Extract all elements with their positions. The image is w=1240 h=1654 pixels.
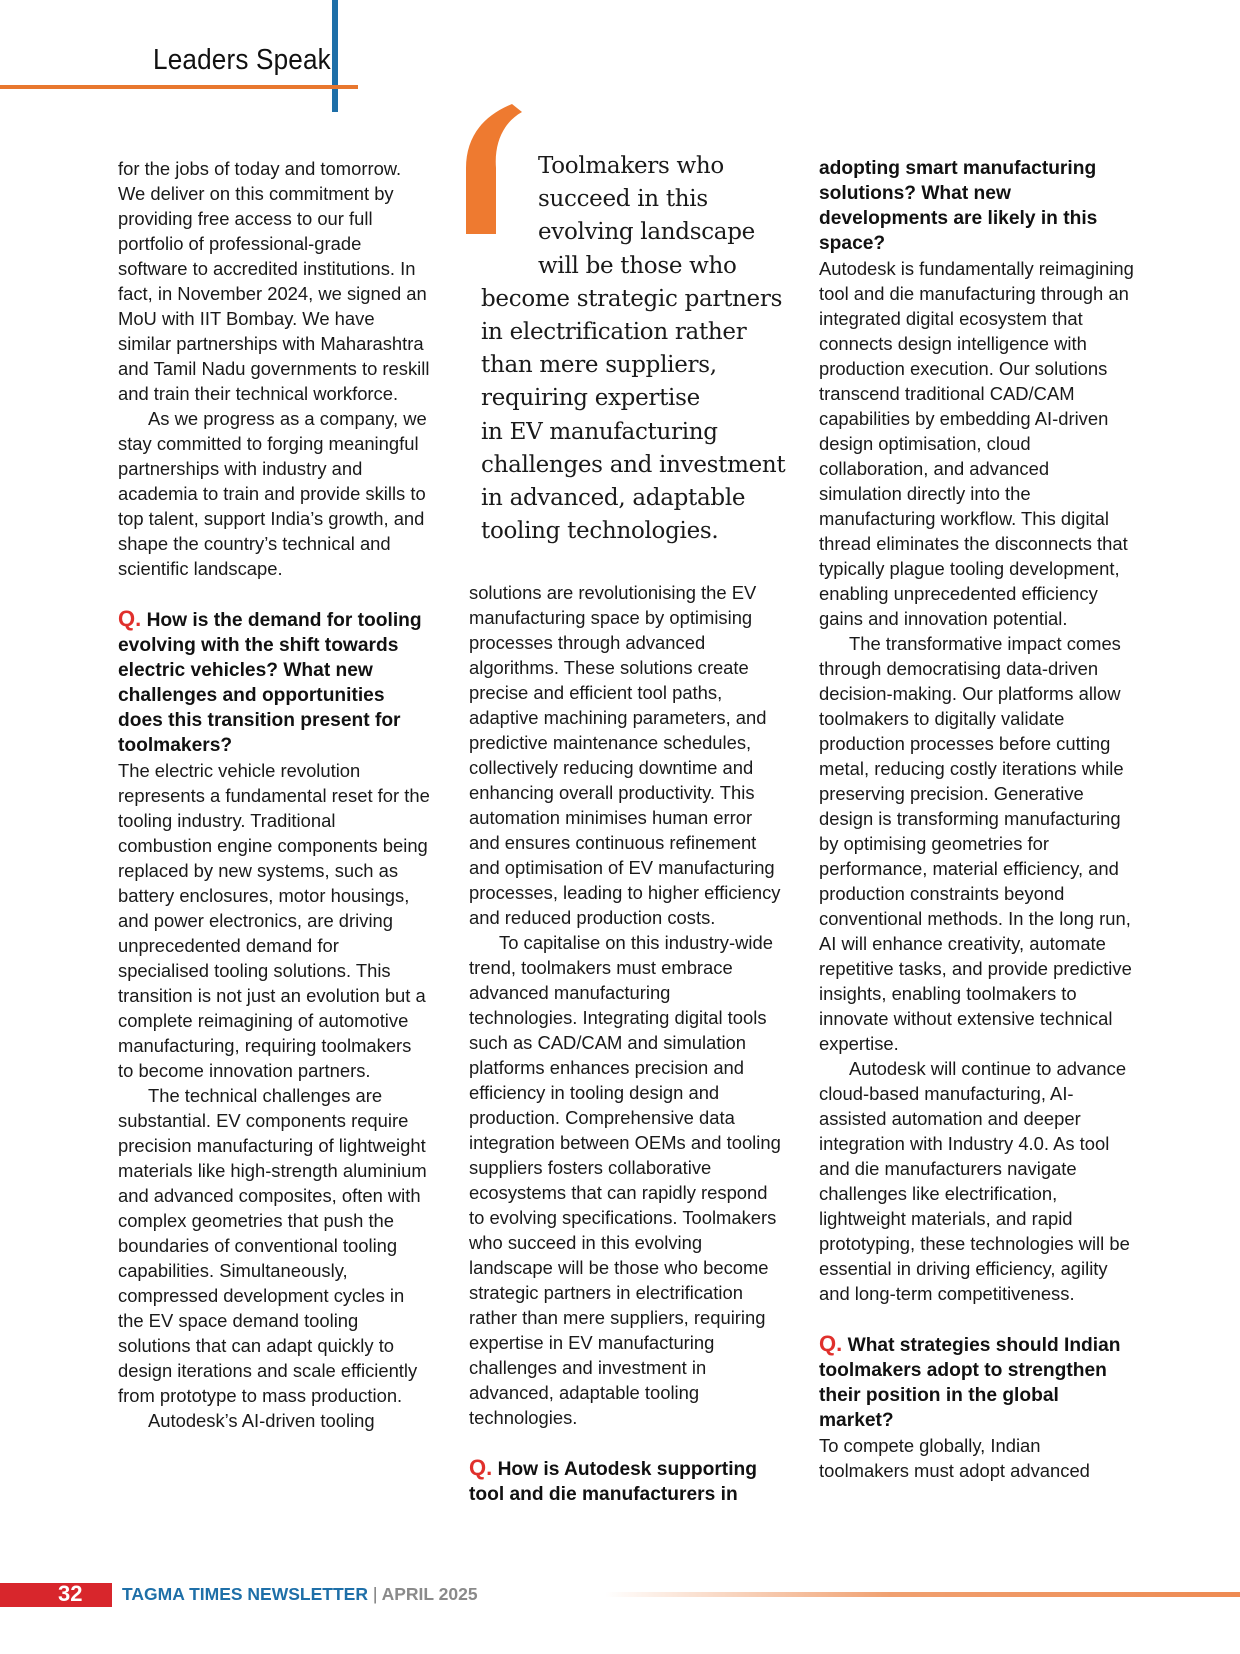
pull-quote-line: will be those who	[538, 252, 737, 279]
article-column-1	[118, 156, 430, 1433]
paragraph: Autodesk’s AI-driven tooling	[148, 1410, 375, 1431]
question-heading	[819, 1331, 1135, 1433]
paragraph: Autodesk is fundamentally reimagining tool and die manufacturing through an integrated digital ecosystem that connects design intelligence with production execution. Our solutions transcend traditional CAD/CAM capabilities by embedding AI-driven design optimisation, cloud collaboration, and advanced simulation directly into the manufacturing workflow. This digital thread eliminates the disconnects that typically plague tooling development, enabling unprecedented efficiency gains and innovation potential.	[819, 258, 1134, 629]
article-column-3	[819, 156, 1135, 1483]
paragraph: Autodesk will continue to advance cloud-based manufacturing, AI-assisted automation and deeper integration with Industry 4.0. As tool and die manufacturers navigate challenges like electrification, lightweight materials, and rapid prototyping, these technologies will be essential in driving efficiency, agility and long-term competitiveness.	[819, 1058, 1130, 1304]
paragraph: The technical challenges are substantial. EV components require precision manufacturing of lightweight materials like high-strength aluminium and advanced composites, often with complex geometries that push the boundaries of conventional tooling capabilities. Simultaneously, compressed development cycles in the EV space demand tooling solutions that can adapt quickly to design iterations and scale efficiently from prototype to mass production.	[118, 1085, 427, 1406]
pull-quote-line: evolving landscape	[538, 219, 755, 246]
question-text: How is Autodesk supporting tool and die manufacturers in	[469, 1459, 757, 1505]
question-marker: Q.	[819, 1331, 843, 1356]
footer-separator: |	[372, 1584, 378, 1604]
pull-quote-line: in electrification rather	[481, 319, 747, 346]
pull-quote-line: succeed in this	[538, 186, 708, 213]
pull-quote	[481, 150, 786, 548]
pull-quote-line: in advanced, adaptable	[481, 485, 746, 512]
question-heading	[118, 606, 430, 758]
page-number-tab	[0, 1583, 112, 1607]
pull-quote-line: become strategic partners	[481, 285, 783, 312]
section-title: Leaders Speak	[153, 44, 331, 76]
question-text: What strategies should Indian toolmakers adopt to strengthen their position in the global market?	[819, 1335, 1121, 1431]
footer-gradient-rule	[605, 1592, 1240, 1597]
question-heading	[469, 1455, 781, 1507]
header-orange-rule	[0, 85, 358, 89]
question-text: How is the demand for tooling evolving with the shift towards electric vehicles? What new challenges and opportunities does this transition present for toolmakers?	[118, 610, 422, 756]
pull-quote-line: Toolmakers who	[538, 153, 724, 179]
article-column-2	[469, 580, 781, 1507]
paragraph: for the jobs of today and tomorrow. We deliver on this commitment by providing free access to our full portfolio of professional-grade software to accredited institutions. In fact, in November 2024, we signed an MoU with IIT Bombay. We have similar partnerships with Maharashtra and Tamil Nadu governments to reskill and train their technical workforce.	[118, 158, 430, 404]
paragraph: solutions are revolutionising the EV manufacturing space by optimising processes through advanced algorithms. These solutions create precise and efficient tool paths, adaptive machining parameters, and predictive maintenance schedules, collectively reducing downtime and enhancing overall productivity. This automation minimises human error and ensures continuous refinement and optimisation of EV manufacturing processes, leading to higher efficiency and reduced production costs.	[469, 582, 781, 928]
paragraph: To compete globally, Indian toolmakers must adopt advanced	[819, 1435, 1090, 1481]
footer-publication	[122, 1584, 478, 1605]
pull-quote-line: challenges and investment	[481, 451, 786, 478]
pull-quote-line: in EV manufacturing	[481, 418, 718, 445]
paragraph: As we progress as a company, we stay committed to forging meaningful partnerships with industry and academia to train and provide skills to top talent, support India’s growth, and shape the country’s technical and scientific landscape.	[118, 408, 427, 579]
question-marker: Q.	[469, 1455, 493, 1480]
paragraph: To capitalise on this industry-wide trend, toolmakers must embrace advanced manufacturing technologies. Integrating digital tools such as CAD/CAM and simulation platforms enhances precision and efficiency in tooling design and production. Comprehensive data integration between OEMs and tooling suppliers fosters collaborative ecosystems that can rapidly respond to evolving specifications. Toolmakers who succeed in this evolving landscape will be those who become strategic partners in electrification rather than mere suppliers, requiring expertise in EV manufacturing challenges and investment in advanced, adaptable tooling technologies.	[469, 932, 781, 1428]
header-blue-rule	[332, 0, 338, 112]
pull-quote-line: requiring expertise	[481, 385, 700, 412]
page-number: 32	[58, 1581, 83, 1606]
issue-date: APRIL 2025	[381, 1584, 478, 1604]
paragraph: The transformative impact comes through democratising data-driven decision-making. Our platforms allow toolmakers to digitally validate production processes before cutting metal, reducing costly iterations while preserving precision. Generative design is transforming manufacturing by optimising geometries for performance, material efficiency, and production constraints beyond conventional methods. In the long run, AI will enhance creativity, automate repetitive tasks, and provide predictive insights, enabling toolmakers to innovate without extensive technical expertise.	[819, 633, 1132, 1054]
pull-quote-line: tooling technologies.	[481, 518, 719, 545]
paragraph: The electric vehicle revolution represents a fundamental reset for the tooling industry. Traditional combustion engine components being replaced by new systems, such as battery enclosures, motor housings, and power electronics, are driving unprecedented demand for specialised tooling solutions. This transition is not just an evolution but a complete reimagining of automotive manufacturing, requiring toolmakers to become innovation partners.	[118, 760, 430, 1081]
question-heading-continued: adopting smart manufacturing solutions? What new developments are likely in this space?	[819, 158, 1098, 254]
question-marker: Q.	[118, 606, 142, 631]
publication-name: TAGMA TIMES NEWSLETTER	[122, 1584, 368, 1604]
pull-quote-line: than mere suppliers,	[481, 352, 717, 379]
